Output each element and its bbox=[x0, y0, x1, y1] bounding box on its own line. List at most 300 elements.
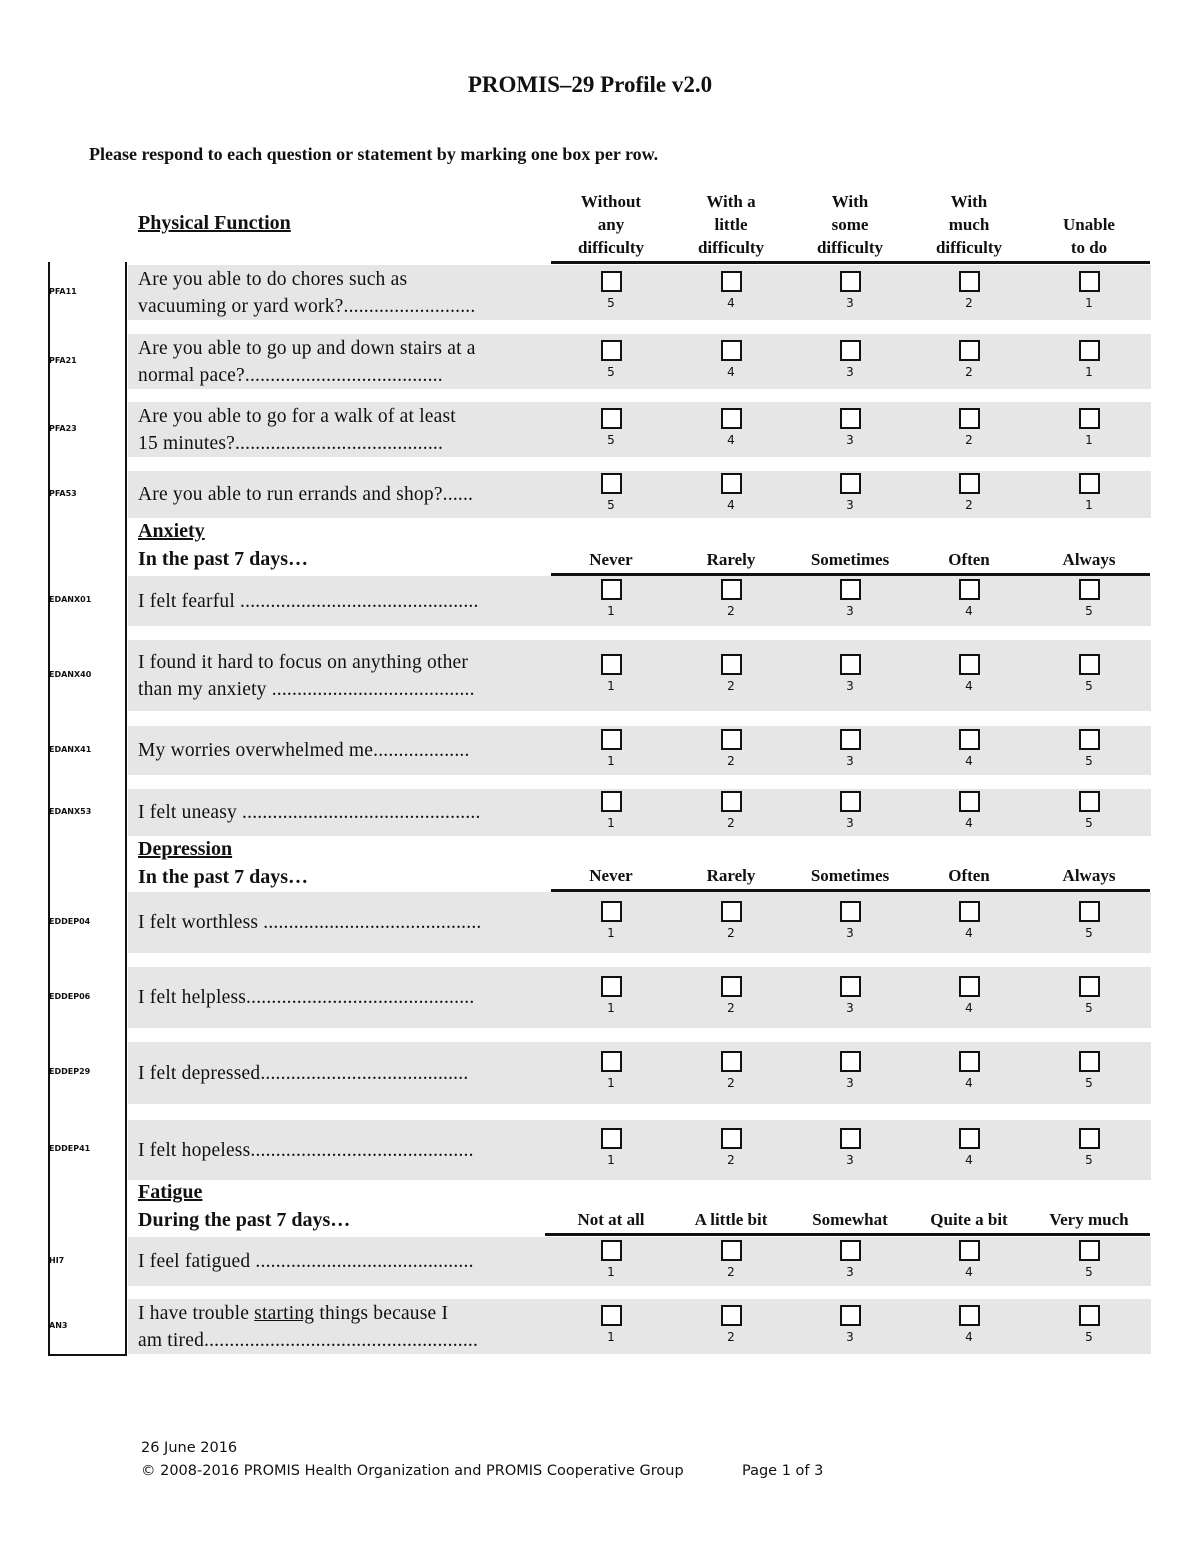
response-option[interactable] bbox=[1059, 976, 1119, 1015]
checkbox[interactable] bbox=[840, 1128, 861, 1149]
option-score: 4 bbox=[965, 1001, 973, 1015]
question-row bbox=[128, 1042, 1151, 1104]
option-score: 1 bbox=[1085, 365, 1093, 379]
question-line: I feel fatigued ........................................... bbox=[138, 1251, 474, 1272]
response-option[interactable] bbox=[701, 271, 761, 310]
section-timeframe: In the past 7 days… bbox=[138, 866, 309, 888]
question-row bbox=[128, 1237, 1151, 1286]
response-option[interactable] bbox=[1059, 473, 1119, 512]
response-column-header bbox=[909, 1208, 1029, 1231]
response-option[interactable] bbox=[820, 271, 880, 310]
checkbox[interactable] bbox=[601, 654, 622, 675]
option-score: 1 bbox=[607, 679, 615, 693]
option-score: 3 bbox=[846, 816, 854, 830]
response-option[interactable] bbox=[1059, 271, 1119, 310]
option-score: 5 bbox=[1085, 816, 1093, 830]
response-column-header bbox=[551, 190, 671, 259]
response-option[interactable] bbox=[701, 340, 761, 379]
response-option[interactable] bbox=[1059, 729, 1119, 768]
response-column-header bbox=[1029, 213, 1149, 259]
response-option[interactable] bbox=[939, 473, 999, 512]
response-option[interactable] bbox=[820, 473, 880, 512]
option-score: 4 bbox=[965, 604, 973, 618]
checkbox[interactable] bbox=[601, 729, 622, 750]
checkbox[interactable] bbox=[721, 1051, 742, 1072]
column-header-line: Often bbox=[948, 866, 990, 885]
item-code: EDANX41 bbox=[49, 744, 92, 754]
column-header-line: Often bbox=[948, 550, 990, 569]
question-line: Are you able to go for a walk of at least bbox=[138, 406, 456, 427]
option-score: 4 bbox=[965, 679, 973, 693]
response-option[interactable] bbox=[701, 901, 761, 940]
column-header-line: difficulty bbox=[577, 238, 645, 257]
response-option[interactable] bbox=[701, 654, 761, 693]
response-option[interactable] bbox=[581, 1240, 641, 1279]
column-header-line: difficulty bbox=[697, 238, 765, 257]
option-score: 5 bbox=[1085, 926, 1093, 940]
checkbox[interactable] bbox=[721, 729, 742, 750]
question-text bbox=[138, 909, 481, 936]
response-option[interactable] bbox=[1059, 901, 1119, 940]
response-option[interactable] bbox=[581, 976, 641, 1015]
response-option[interactable] bbox=[701, 1128, 761, 1167]
question-line: I felt depressed......................................... bbox=[138, 1063, 469, 1084]
response-option[interactable] bbox=[939, 1051, 999, 1090]
response-option[interactable] bbox=[820, 1305, 880, 1344]
option-score: 5 bbox=[607, 296, 615, 310]
column-header-line: Never bbox=[589, 866, 633, 885]
column-header-line: Quite a bit bbox=[930, 1210, 1008, 1229]
checkbox[interactable] bbox=[959, 340, 980, 361]
checkbox[interactable] bbox=[840, 1051, 861, 1072]
column-header-line: Always bbox=[1062, 550, 1116, 569]
question-text bbox=[138, 737, 470, 764]
checkbox[interactable] bbox=[840, 473, 861, 494]
response-option[interactable] bbox=[701, 408, 761, 447]
question-text bbox=[138, 266, 475, 320]
checkbox[interactable] bbox=[959, 729, 980, 750]
response-column-header bbox=[551, 548, 671, 571]
checkbox[interactable] bbox=[840, 408, 861, 429]
checkbox[interactable] bbox=[959, 408, 980, 429]
response-option[interactable] bbox=[581, 408, 641, 447]
response-option[interactable] bbox=[939, 579, 999, 618]
checkbox[interactable] bbox=[840, 271, 861, 292]
question-row bbox=[128, 402, 1151, 457]
section-timeframe: During the past 7 days… bbox=[138, 1209, 351, 1231]
response-option[interactable] bbox=[939, 976, 999, 1015]
question-text bbox=[138, 335, 476, 389]
response-option[interactable] bbox=[701, 976, 761, 1015]
question-line: I felt worthless ........................................... bbox=[138, 912, 482, 933]
checkbox[interactable] bbox=[721, 1305, 742, 1326]
question-line bbox=[138, 1300, 478, 1327]
checkbox[interactable] bbox=[959, 271, 980, 292]
response-option[interactable] bbox=[1059, 1128, 1119, 1167]
column-header-line: some bbox=[831, 215, 869, 234]
checkbox[interactable] bbox=[840, 976, 861, 997]
header-rule bbox=[545, 1233, 1150, 1236]
item-code: EDDEP41 bbox=[49, 1144, 91, 1153]
column-header-line: Rarely bbox=[706, 866, 756, 885]
option-score: 2 bbox=[965, 498, 973, 512]
option-score: 1 bbox=[607, 1330, 615, 1344]
option-score: 1 bbox=[607, 754, 615, 768]
checkbox[interactable] bbox=[1079, 729, 1100, 750]
question-line: Are you able to run errands and shop?...... bbox=[138, 484, 474, 505]
checkbox[interactable] bbox=[721, 271, 742, 292]
option-score: 5 bbox=[1085, 1153, 1093, 1167]
response-option[interactable] bbox=[1059, 654, 1119, 693]
response-option[interactable] bbox=[581, 654, 641, 693]
footer-page-number: Page 1 of 3 bbox=[742, 1463, 824, 1479]
section-title: Fatigue bbox=[138, 1181, 203, 1203]
column-header-line: difficulty bbox=[935, 238, 1003, 257]
checkbox[interactable] bbox=[840, 901, 861, 922]
response-option[interactable] bbox=[820, 1128, 880, 1167]
response-option[interactable] bbox=[581, 1128, 641, 1167]
response-option[interactable] bbox=[581, 1051, 641, 1090]
question-text bbox=[138, 799, 481, 826]
question-text bbox=[138, 1060, 468, 1087]
column-header-line: to do bbox=[1070, 238, 1108, 257]
response-column-header bbox=[671, 864, 791, 887]
checkbox[interactable] bbox=[959, 579, 980, 600]
response-option[interactable] bbox=[820, 729, 880, 768]
question-row bbox=[128, 576, 1151, 626]
question-line: I felt hopeless............................................ bbox=[138, 1140, 474, 1161]
column-header-line: With bbox=[950, 192, 988, 211]
option-score: 1 bbox=[607, 1001, 615, 1015]
checkbox[interactable] bbox=[959, 654, 980, 675]
option-score: 5 bbox=[1085, 604, 1093, 618]
item-code: PFA23 bbox=[49, 423, 77, 433]
response-option[interactable] bbox=[939, 1305, 999, 1344]
question-text bbox=[138, 1137, 474, 1164]
option-score: 3 bbox=[846, 679, 854, 693]
checkbox[interactable] bbox=[959, 791, 980, 812]
column-header-line: Never bbox=[589, 550, 633, 569]
checkbox[interactable] bbox=[840, 1305, 861, 1326]
question-text bbox=[138, 1300, 478, 1354]
column-header-line: With a bbox=[706, 192, 756, 211]
checkbox[interactable] bbox=[1079, 791, 1100, 812]
checkbox[interactable] bbox=[1079, 976, 1100, 997]
checkbox[interactable] bbox=[721, 791, 742, 812]
option-score: 3 bbox=[846, 1265, 854, 1279]
option-score: 4 bbox=[727, 365, 735, 379]
item-code: HI7 bbox=[49, 1255, 65, 1265]
option-score: 2 bbox=[965, 296, 973, 310]
option-score: 3 bbox=[846, 1076, 854, 1090]
option-score: 1 bbox=[1085, 498, 1093, 512]
response-option[interactable] bbox=[581, 473, 641, 512]
question-line: vacuuming or yard work?.......................... bbox=[138, 296, 476, 317]
response-option[interactable] bbox=[939, 271, 999, 310]
response-option[interactable] bbox=[581, 271, 641, 310]
checkbox[interactable] bbox=[601, 340, 622, 361]
response-option[interactable] bbox=[939, 791, 999, 830]
checkbox[interactable] bbox=[1079, 1305, 1100, 1326]
question-text bbox=[138, 649, 475, 703]
option-score: 1 bbox=[607, 604, 615, 618]
checkbox[interactable] bbox=[959, 976, 980, 997]
response-option[interactable] bbox=[581, 340, 641, 379]
question-line: I felt uneasy ............................................... bbox=[138, 802, 481, 823]
item-code: EDDEP04 bbox=[49, 916, 91, 926]
checkbox[interactable] bbox=[1079, 473, 1100, 494]
checkbox[interactable] bbox=[1079, 1128, 1100, 1149]
response-column-header bbox=[790, 548, 910, 571]
item-code: PFA11 bbox=[49, 286, 77, 296]
question-row bbox=[128, 640, 1151, 711]
question-text bbox=[138, 481, 473, 508]
question-row bbox=[128, 789, 1151, 836]
checkbox[interactable] bbox=[959, 901, 980, 922]
checkbox[interactable] bbox=[721, 976, 742, 997]
response-option[interactable] bbox=[820, 976, 880, 1015]
option-score: 5 bbox=[607, 433, 615, 447]
response-option[interactable] bbox=[581, 579, 641, 618]
response-column-header bbox=[551, 1208, 671, 1231]
checkbox[interactable] bbox=[601, 791, 622, 812]
option-score: 5 bbox=[1085, 679, 1093, 693]
checkbox[interactable] bbox=[601, 271, 622, 292]
question-text bbox=[138, 1248, 474, 1275]
checkbox[interactable] bbox=[721, 473, 742, 494]
instructions: Please respond to each question or statement by marking one box per row. bbox=[89, 144, 659, 164]
question-line: 15 minutes?......................................... bbox=[138, 433, 444, 454]
checkbox[interactable] bbox=[601, 1240, 622, 1261]
option-score: 1 bbox=[1085, 433, 1093, 447]
checkbox[interactable] bbox=[721, 579, 742, 600]
column-header-line: little bbox=[714, 215, 748, 234]
checkbox[interactable] bbox=[959, 1051, 980, 1072]
checkbox[interactable] bbox=[601, 579, 622, 600]
option-score: 4 bbox=[965, 1153, 973, 1167]
response-option[interactable] bbox=[820, 1051, 880, 1090]
header-rule bbox=[551, 261, 1150, 264]
response-option[interactable] bbox=[701, 473, 761, 512]
checkbox[interactable] bbox=[959, 473, 980, 494]
response-option[interactable] bbox=[701, 1051, 761, 1090]
option-score: 2 bbox=[965, 433, 973, 447]
response-option[interactable] bbox=[1059, 1051, 1119, 1090]
response-column-header bbox=[1029, 1208, 1149, 1231]
response-option[interactable] bbox=[939, 729, 999, 768]
question-row bbox=[128, 471, 1151, 518]
checkbox[interactable] bbox=[840, 579, 861, 600]
code-column-divider bbox=[125, 262, 127, 1356]
response-option[interactable] bbox=[939, 1128, 999, 1167]
checkbox[interactable] bbox=[1079, 1240, 1100, 1261]
option-score: 3 bbox=[846, 926, 854, 940]
response-option[interactable] bbox=[820, 654, 880, 693]
option-score: 3 bbox=[846, 433, 854, 447]
item-code: EDDEP06 bbox=[49, 991, 91, 1001]
column-header-line: Somewhat bbox=[812, 1210, 888, 1229]
checkbox[interactable] bbox=[601, 901, 622, 922]
response-option[interactable] bbox=[939, 1240, 999, 1279]
checkbox[interactable] bbox=[721, 1240, 742, 1261]
response-option[interactable] bbox=[701, 1305, 761, 1344]
response-option[interactable] bbox=[820, 791, 880, 830]
column-header-line: any bbox=[597, 215, 625, 234]
option-score: 3 bbox=[846, 498, 854, 512]
option-score: 2 bbox=[727, 926, 735, 940]
response-option[interactable] bbox=[820, 1240, 880, 1279]
response-option[interactable] bbox=[1059, 408, 1119, 447]
checkbox[interactable] bbox=[601, 1051, 622, 1072]
checkbox[interactable] bbox=[1079, 408, 1100, 429]
response-option[interactable] bbox=[581, 1305, 641, 1344]
checkbox[interactable] bbox=[721, 1128, 742, 1149]
response-column-header bbox=[790, 1208, 910, 1231]
section-title: Physical Function bbox=[138, 212, 291, 234]
response-option[interactable] bbox=[1059, 340, 1119, 379]
option-score: 4 bbox=[965, 754, 973, 768]
response-option[interactable] bbox=[939, 901, 999, 940]
response-option[interactable] bbox=[701, 729, 761, 768]
question-text bbox=[138, 588, 479, 615]
response-column-header bbox=[909, 548, 1029, 571]
column-header-line: Rarely bbox=[706, 550, 756, 569]
response-option[interactable] bbox=[820, 408, 880, 447]
option-score: 2 bbox=[727, 1001, 735, 1015]
response-option[interactable] bbox=[939, 654, 999, 693]
option-score: 3 bbox=[846, 365, 854, 379]
column-header-line: Sometimes bbox=[810, 550, 890, 569]
question-row bbox=[128, 967, 1151, 1028]
item-code: AN3 bbox=[49, 1320, 68, 1330]
column-header-line: Sometimes bbox=[810, 866, 890, 885]
column-header-line: Without bbox=[580, 192, 642, 211]
question-row bbox=[128, 334, 1151, 389]
option-score: 3 bbox=[846, 1153, 854, 1167]
question-line: than my anxiety ........................................ bbox=[138, 679, 475, 700]
checkbox[interactable] bbox=[1079, 271, 1100, 292]
response-column-header bbox=[909, 864, 1029, 887]
option-score: 3 bbox=[846, 1001, 854, 1015]
item-code: PFA21 bbox=[49, 355, 77, 365]
question-row bbox=[128, 1299, 1151, 1354]
response-option[interactable] bbox=[1059, 1305, 1119, 1344]
checkbox[interactable] bbox=[601, 1305, 622, 1326]
option-score: 5 bbox=[607, 498, 615, 512]
response-option[interactable] bbox=[939, 340, 999, 379]
option-score: 2 bbox=[727, 816, 735, 830]
response-option[interactable] bbox=[701, 791, 761, 830]
checkbox[interactable] bbox=[840, 1240, 861, 1261]
response-column-header bbox=[1029, 548, 1149, 571]
checkbox[interactable] bbox=[959, 1240, 980, 1261]
checkbox[interactable] bbox=[721, 654, 742, 675]
checkbox[interactable] bbox=[721, 340, 742, 361]
response-column-header bbox=[909, 190, 1029, 259]
column-header-line: Very much bbox=[1049, 1210, 1129, 1229]
option-score: 1 bbox=[1085, 296, 1093, 310]
option-score: 4 bbox=[965, 1076, 973, 1090]
option-score: 5 bbox=[1085, 1076, 1093, 1090]
section-title: Depression bbox=[138, 838, 233, 860]
question-line: I felt helpless............................................. bbox=[138, 987, 475, 1008]
checkbox[interactable] bbox=[959, 1128, 980, 1149]
question-row bbox=[128, 726, 1151, 775]
question-row bbox=[128, 892, 1151, 953]
response-column-header bbox=[671, 548, 791, 571]
response-option[interactable] bbox=[701, 1240, 761, 1279]
item-code: PFA53 bbox=[49, 488, 77, 498]
response-option[interactable] bbox=[820, 579, 880, 618]
option-score: 4 bbox=[965, 1265, 973, 1279]
response-option[interactable] bbox=[820, 901, 880, 940]
checkbox[interactable] bbox=[721, 901, 742, 922]
option-score: 1 bbox=[607, 816, 615, 830]
checkbox[interactable] bbox=[601, 408, 622, 429]
question-line: normal pace?....................................... bbox=[138, 365, 443, 386]
column-header-line: Unable bbox=[1063, 215, 1115, 234]
question-line: I found it hard to focus on anything other bbox=[138, 652, 469, 673]
checkbox[interactable] bbox=[840, 340, 861, 361]
response-option[interactable] bbox=[1059, 1240, 1119, 1279]
response-option[interactable] bbox=[1059, 579, 1119, 618]
option-score: 3 bbox=[846, 754, 854, 768]
response-option[interactable] bbox=[581, 901, 641, 940]
checkbox[interactable] bbox=[959, 1305, 980, 1326]
question-fragment: I have trouble bbox=[138, 1303, 255, 1324]
bottom-border-line bbox=[48, 1354, 127, 1356]
response-option[interactable] bbox=[581, 729, 641, 768]
option-score: 3 bbox=[846, 296, 854, 310]
checkbox[interactable] bbox=[1079, 901, 1100, 922]
response-option[interactable] bbox=[1059, 791, 1119, 830]
question-line: I felt fearful ............................................... bbox=[138, 591, 479, 612]
option-score: 2 bbox=[727, 1330, 735, 1344]
checkbox[interactable] bbox=[1079, 340, 1100, 361]
checkbox[interactable] bbox=[840, 729, 861, 750]
option-score: 1 bbox=[607, 1076, 615, 1090]
column-header-line: much bbox=[948, 215, 990, 234]
section-title: Anxiety bbox=[138, 520, 205, 542]
checkbox[interactable] bbox=[601, 1128, 622, 1149]
option-score: 5 bbox=[607, 365, 615, 379]
checkbox[interactable] bbox=[1079, 1051, 1100, 1072]
option-score: 5 bbox=[1085, 754, 1093, 768]
emphasized-word: starting bbox=[254, 1303, 315, 1324]
checkbox[interactable] bbox=[840, 791, 861, 812]
option-score: 2 bbox=[727, 754, 735, 768]
page-title: PROMIS–29 Profile v2.0 bbox=[467, 72, 713, 97]
option-score: 5 bbox=[1085, 1001, 1093, 1015]
checkbox[interactable] bbox=[721, 408, 742, 429]
option-score: 1 bbox=[607, 1153, 615, 1167]
option-score: 4 bbox=[727, 498, 735, 512]
checkbox[interactable] bbox=[1079, 579, 1100, 600]
response-option[interactable] bbox=[701, 579, 761, 618]
response-option[interactable] bbox=[581, 791, 641, 830]
response-column-header bbox=[551, 864, 671, 887]
response-option[interactable] bbox=[939, 408, 999, 447]
response-option[interactable] bbox=[820, 340, 880, 379]
checkbox[interactable] bbox=[601, 473, 622, 494]
checkbox[interactable] bbox=[840, 654, 861, 675]
checkbox[interactable] bbox=[1079, 654, 1100, 675]
section-timeframe: In the past 7 days… bbox=[138, 548, 309, 570]
item-code: EDANX01 bbox=[49, 595, 92, 604]
item-code: EDDEP29 bbox=[49, 1067, 91, 1076]
checkbox[interactable] bbox=[601, 976, 622, 997]
response-column-header bbox=[790, 864, 910, 887]
